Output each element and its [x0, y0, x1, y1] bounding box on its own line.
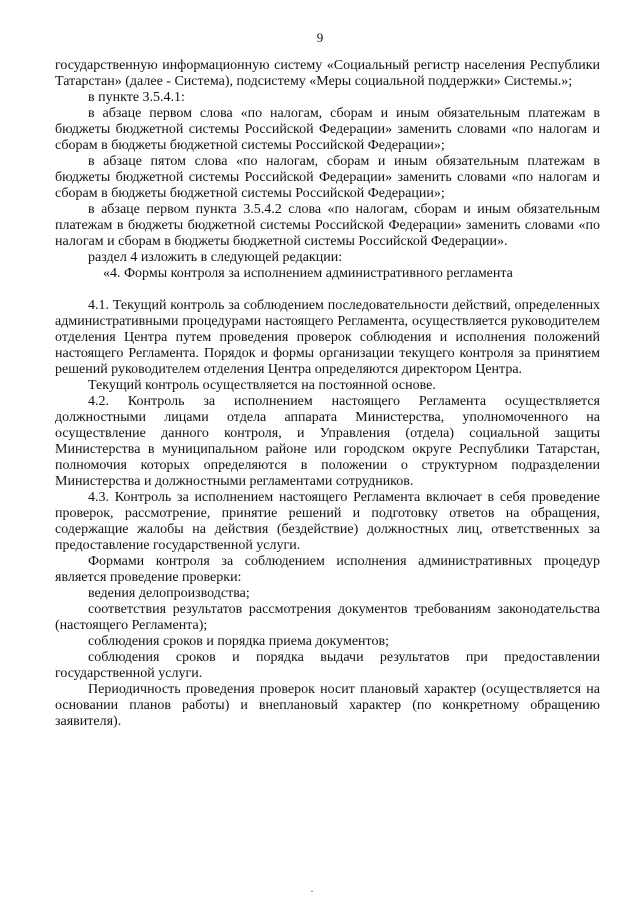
scan-speck: · [310, 884, 314, 898]
paragraph: государственную информационную систему «Социальный регистр населения Республики Татарстан» (далее - Система), подсистему «Меры социальной поддержки» Системы.»; [55, 58, 600, 89]
document-body [55, 58, 600, 730]
paragraph: 4.3. Контроль за исполнением настоящего Регламента включает в себя проведение проверок, рассмотрение, принятие решений и подготовку ответов на обращения, содержащие жалобы на действия (бездействие) должностных лиц, ответственных за предоставление государственной услуги. [55, 490, 600, 553]
paragraph: в абзаце пятом слова «по налогам, сборам и иным обязательным платежам в бюджеты бюджетной системы Российской Федерации» заменить словами «по налогам и сборам в бюджеты бюджетной системы Российской Федерации»; [55, 154, 600, 201]
paragraph: Периодичность проведения проверок носит плановый характер (осуществляется на основании планов работы) и внеплановый характер (по конкретному обращению заявителя). [55, 682, 600, 729]
paragraph: ведения делопроизводства; [88, 586, 250, 601]
paragraph-gap [55, 282, 600, 298]
paragraph: в абзаце первом слова «по налогам, сборам и иным обязательным платежам в бюджеты бюджетной системы Российской Федерации» заменить словами «по налогам и сборам в бюджеты бюджетной системы Российской Федерации»; [55, 106, 600, 153]
paragraph: соблюдения сроков и порядка приема документов; [88, 634, 389, 649]
paragraph: 4.1. Текущий контроль за соблюдением последовательности действий, определенных административными процедурами настоящего Регламента, осуществляется руководителем отделения Центра путем проведения проверок соблюдения и исполнения положений настоящего Регламента. Порядок и формы организации текущего контроля за принятием решений руководителем отделения Центра определяются директором Центра. [55, 298, 600, 377]
page-number: 9 [316, 30, 324, 45]
paragraph: раздел 4 изложить в следующей редакции: [88, 250, 343, 265]
paragraph: в пункте 3.5.4.1: [88, 90, 185, 105]
paragraph: соблюдения сроков и порядка выдачи результатов при предоставлении государственной услуги. [55, 650, 600, 681]
paragraph: соответствия результатов рассмотрения документов требованиям законодательства (настоящего Регламента); [55, 602, 600, 633]
paragraph: 4.2. Контроль за исполнением настоящего Регламента осуществляется должностными лицами отдела аппарата Министерства, уполномоченного на осуществление данного контроля, и Управления (отдела) социальной защиты Министерства в муниципальном районе или городском округе Республики Татарстан, полномочия которых определяются в положении о структурном подразделении Министерства и должностными регламентами сотрудников. [55, 394, 600, 489]
paragraph: в абзаце первом пункта 3.5.4.2 слова «по налогам, сборам и иным обязательным платежам в бюджеты бюджетной системы Российской Федерации» заменить словами «по налогам и сборам в бюджеты бюджетной системы Российской Федерации». [55, 202, 600, 249]
paragraph: Формами контроля за соблюдением исполнения административных процедур является проведение проверки: [55, 554, 600, 585]
paragraph: Текущий контроль осуществляется на постоянной основе. [88, 378, 436, 393]
section-heading: «4. Формы контроля за исполнением административного регламента [103, 266, 513, 281]
